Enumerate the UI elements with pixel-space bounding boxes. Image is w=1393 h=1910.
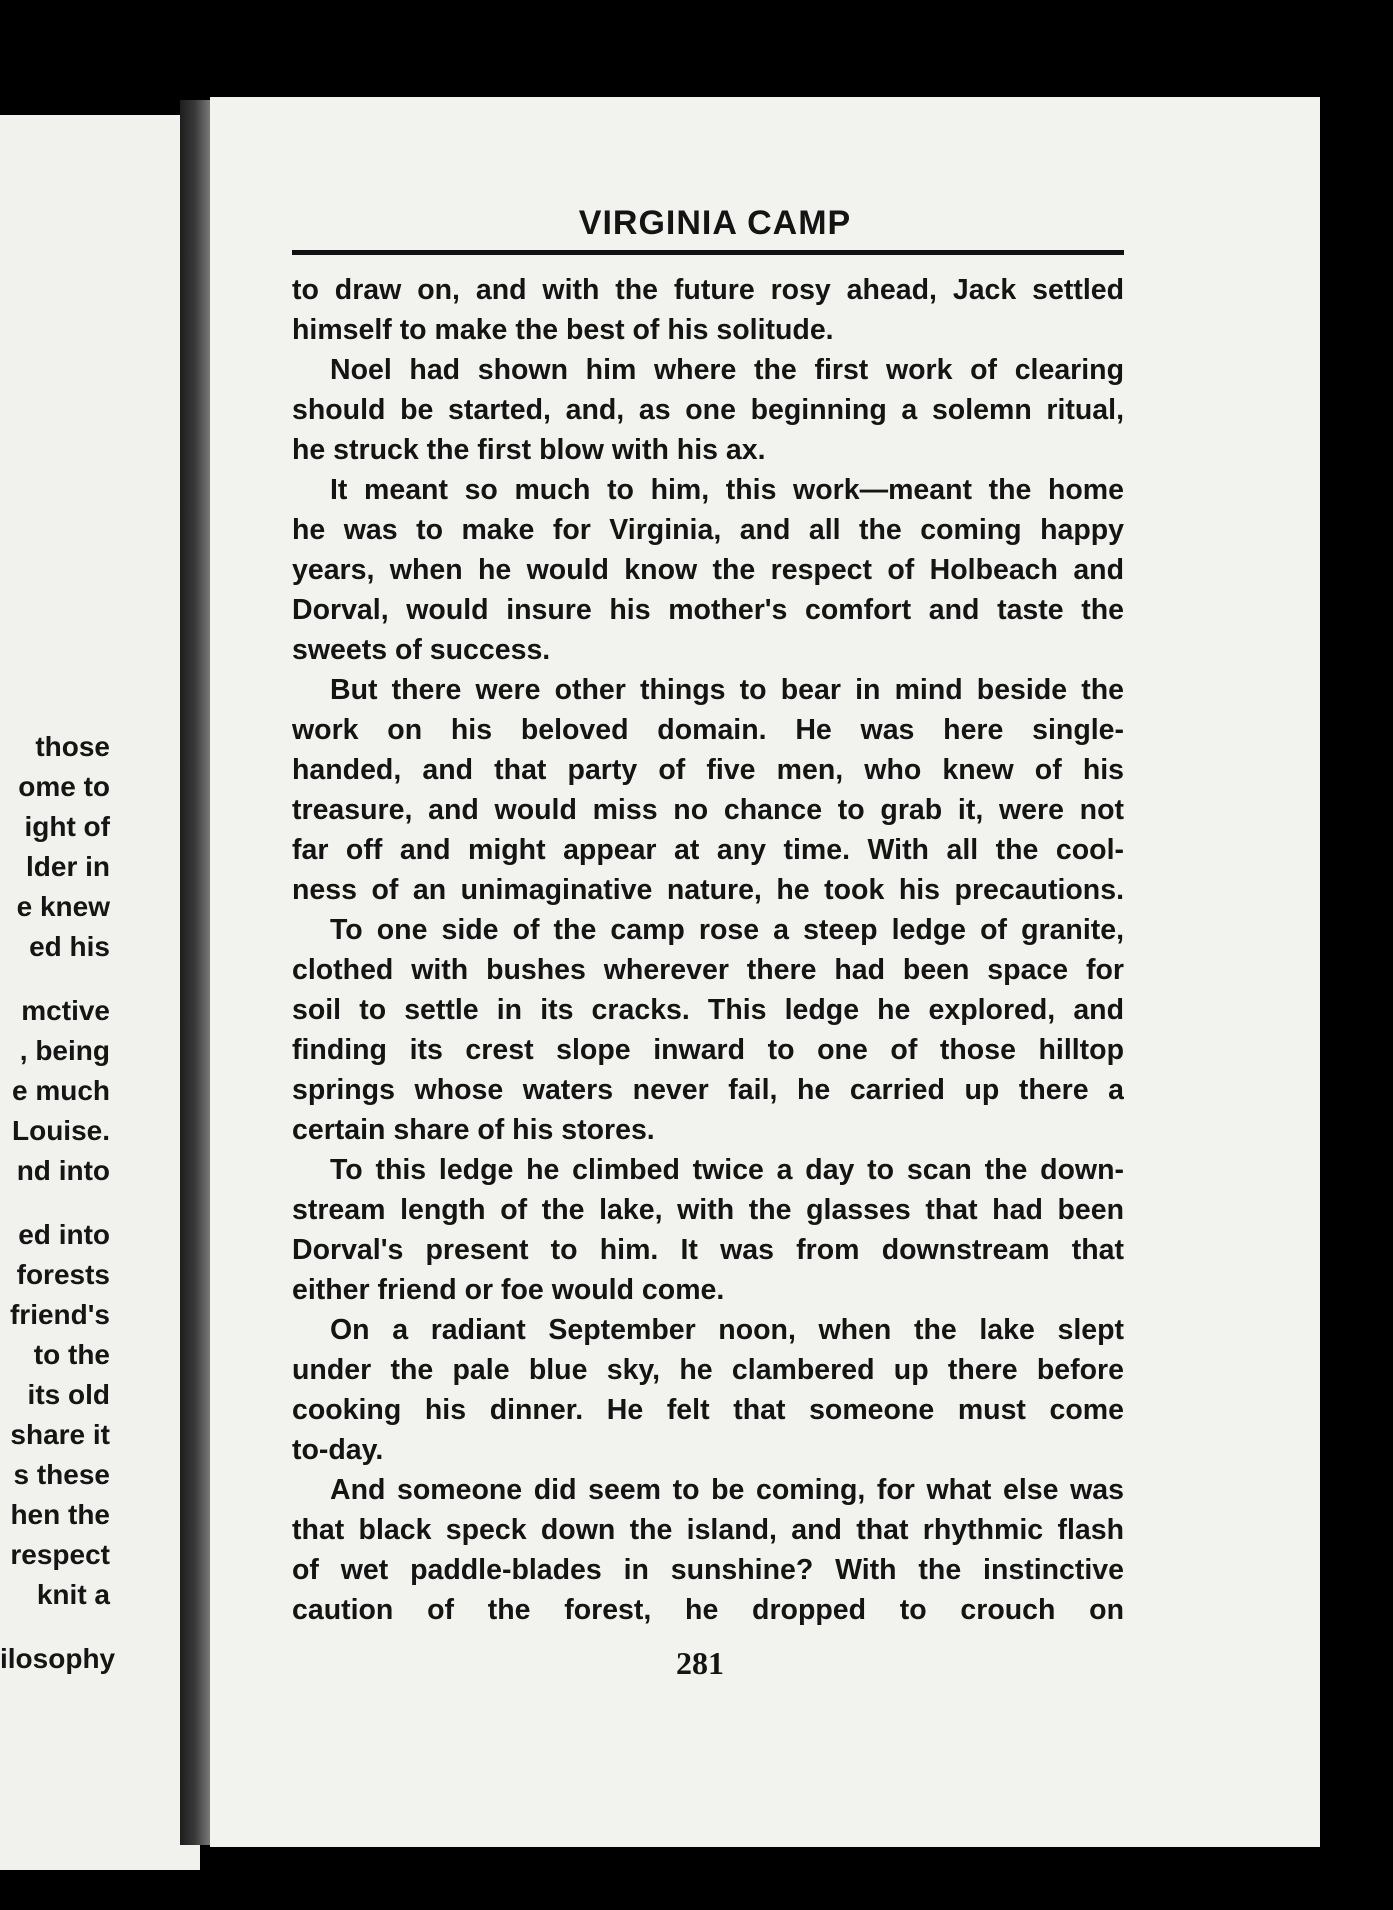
text-line: under the pale blue sky, he clambered up there before: [292, 1354, 1124, 1386]
running-head: VIRGINIA CAMP: [578, 204, 852, 242]
text-line: certain share of his stores.: [292, 1114, 655, 1146]
left-fragment: mctive: [21, 995, 110, 1026]
text-line: But there were other things to bear in mind beside the: [330, 674, 1124, 706]
text-line: of wet paddle-blades in sunshine? With the instinctive: [292, 1554, 1124, 1586]
left-fragment: share it: [10, 1419, 110, 1450]
left-fragment: knit a: [36, 1579, 110, 1610]
text-line: To one side of the camp rose a steep ledge of granite,: [330, 914, 1124, 946]
text-line: either friend or foe would come.: [292, 1274, 725, 1306]
left-fragment: friend's: [9, 1299, 110, 1330]
text-line: On a radiant September noon, when the lake slept: [330, 1314, 1124, 1346]
text-line: himself to make the best of his solitude.: [292, 314, 834, 346]
left-fragment: ome to: [18, 771, 110, 802]
left-gap: [0, 1615, 110, 1639]
left-fragment: Louise.: [11, 1115, 110, 1146]
left-fragment: nd into: [16, 1155, 110, 1186]
left-gap: [0, 967, 110, 991]
left-gap: [0, 1191, 110, 1215]
text-line: It meant so much to him, this work—meant the home: [330, 474, 1124, 506]
text-line: caution of the forest, he dropped to crouch on: [292, 1594, 1124, 1626]
left-fragment: lder in: [25, 851, 110, 882]
text-line: he was to make for Virginia, and all the coming happy: [292, 514, 1124, 546]
left-fragment: , being: [19, 1035, 110, 1066]
text-line: stream length of the lake, with the glasses that had been: [292, 1194, 1124, 1226]
left-fragment: to the: [33, 1339, 110, 1370]
left-fragment: ed his: [29, 931, 110, 962]
left-fragment: ight of: [24, 811, 110, 842]
text-line: he struck the first blow with his ax.: [292, 434, 766, 466]
left-fragment: those: [35, 731, 110, 762]
left-fragment: e knew: [16, 891, 110, 922]
text-line: Dorval, would insure his mother's comfort and taste the: [292, 594, 1124, 626]
left-fragment: e much: [11, 1075, 110, 1106]
left-fragment: its old: [27, 1379, 110, 1410]
header-rule: [292, 250, 1124, 255]
text-line: cooking his dinner. He felt that someone must come: [292, 1394, 1124, 1426]
text-line: Noel had shown him where the first work of clearing: [330, 354, 1124, 386]
text-line: that black speck down the island, and that rhythmic flash: [292, 1514, 1124, 1546]
left-facing-page: [0, 115, 200, 1870]
text-line: work on his beloved domain. He was here single-: [292, 714, 1124, 746]
left-page-text-fragments: [0, 727, 116, 1679]
left-fragment: ilosophy: [0, 1643, 116, 1674]
text-line: sweets of success.: [292, 634, 551, 666]
text-line: far off and might appear at any time. With all the cool-: [292, 834, 1124, 866]
text-line: clothed with bushes wherever there had been space for: [292, 954, 1124, 986]
left-fragment: respect: [10, 1539, 110, 1570]
text-line: handed, and that party of five men, who knew of his: [292, 754, 1124, 786]
text-line: years, when he would know the respect of Holbeach and: [292, 554, 1124, 586]
text-line: finding its crest slope inward to one of those hilltop: [292, 1034, 1124, 1066]
text-line: springs whose waters never fail, he carried up there a: [292, 1074, 1124, 1106]
text-line: should be started, and, as one beginning a solemn ritual,: [292, 394, 1124, 426]
left-fragment: hen the: [10, 1499, 110, 1530]
text-line: soil to settle in its cracks. This ledge he explored, and: [292, 994, 1124, 1026]
page-number: 281: [676, 1645, 724, 1681]
text-line: And someone did seem to be coming, for what else was: [330, 1474, 1124, 1506]
text-line: ness of an unimaginative nature, he took his precautions.: [292, 874, 1124, 906]
left-fragment: s these: [13, 1459, 110, 1490]
left-fragment: forests: [16, 1259, 110, 1290]
text-line: to draw on, and with the future rosy ahead, Jack settled: [292, 274, 1124, 306]
text-line: To this ledge he climbed twice a day to scan the down-: [330, 1154, 1124, 1186]
body-text: [292, 270, 1124, 1630]
text-line: Dorval's present to him. It was from downstream that: [292, 1234, 1124, 1266]
left-fragment: ed into: [18, 1219, 110, 1250]
text-line: treasure, and would miss no chance to grab it, were not: [292, 794, 1124, 826]
text-line: to-day.: [292, 1434, 384, 1466]
